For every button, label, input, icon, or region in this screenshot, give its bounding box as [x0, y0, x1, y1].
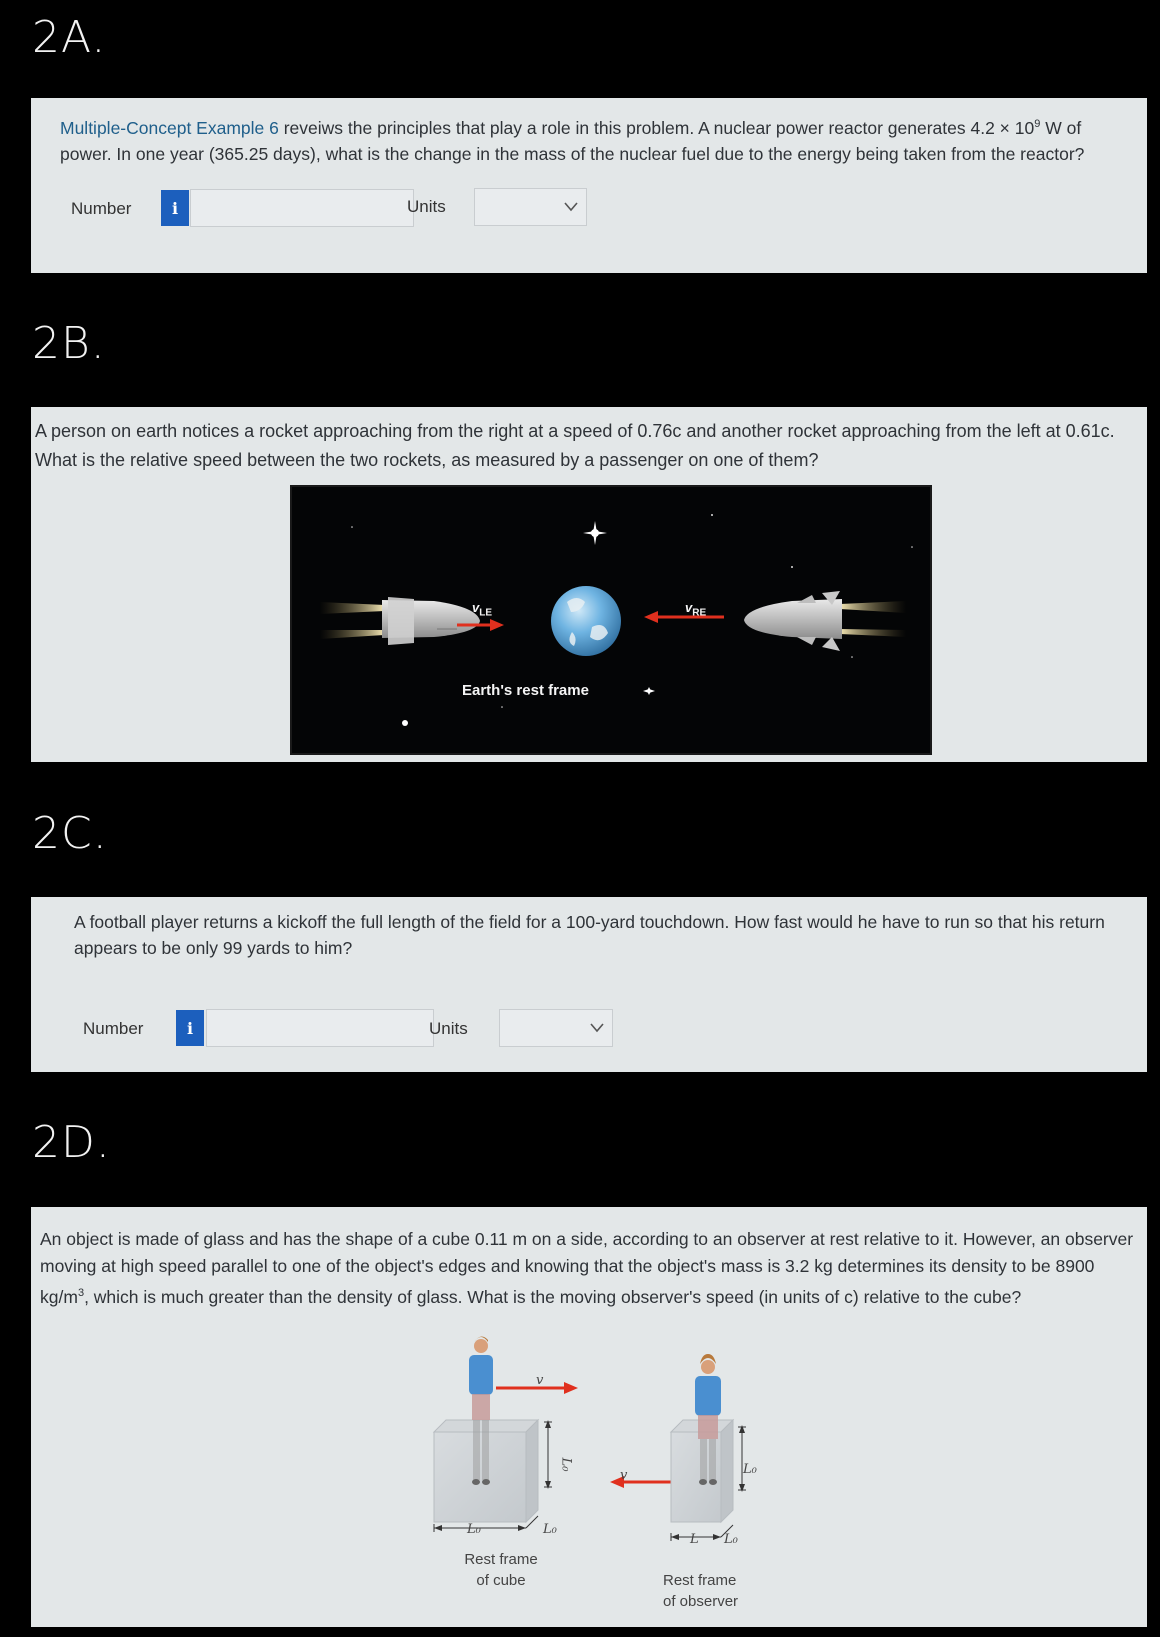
number-input[interactable] [206, 1009, 434, 1047]
question-2a-card [31, 98, 1147, 273]
l0-depth-label-right: L₀ [724, 1532, 738, 1547]
question-2d-exponent: 3 [77, 1287, 85, 1299]
earth-rest-frame-caption: Earth's rest frame [462, 682, 589, 699]
number-label: Number [83, 1019, 144, 1038]
info-button[interactable]: i [176, 1010, 204, 1046]
units-label: Units [429, 1019, 468, 1038]
units-select[interactable] [474, 188, 587, 226]
earth-globe [551, 586, 621, 656]
l0-vertical-label-left: L₀ [558, 1457, 574, 1472]
question-2b-card [31, 407, 1147, 762]
section-2b-heading: 2B. [32, 318, 106, 369]
l-horizontal-label-right: L [690, 1532, 699, 1547]
l0-horizontal-label-left: L₀ [467, 1522, 481, 1537]
v-re-label: $v_{RE}$ [685, 600, 707, 619]
question-2d-text [40, 1226, 1145, 1311]
question-2d-part1: An object is made of glass and has the shape of a cube 0.11 m on a side, according to an observer at rest relative to it. However, an observer moving at high speed parallel to one of the object's edges and knowing that the object's mass is 3.2 kg determines its density to be 8900 kg/m [40, 1229, 1134, 1307]
rest-frame-observer-caption: Rest frame of observer [663, 1572, 739, 1610]
question-2d-card [31, 1207, 1147, 1627]
section-2a-heading: 2A. [32, 12, 107, 63]
question-2c-text: A football player returns a kickoff the full length of the field for a 100-yard touchdown. How fast would he have to run so that his return appears to be only 99 yards to him? [74, 912, 1105, 958]
v-label-top: v [536, 1373, 544, 1388]
multiple-concept-example-link[interactable]: Multiple-Concept Example 6 [60, 117, 279, 138]
question-2c-card [31, 897, 1147, 1072]
question-2b-text: A person on earth notices a rocket approaching from the right at a speed of 0.76c and another rocket approaching from the left at 0.61c. What is the relative speed between the two rockets, as measured by a passenger on one of them? [35, 421, 1115, 470]
question-2d-part2: , which is much greater than the density of glass. What is the moving observer's speed (in units of c) relative to the cube? [84, 1286, 1022, 1307]
rockets-figure [290, 485, 932, 755]
section-2c-heading: 2C. [32, 808, 108, 859]
section-2d-heading: 2D. [32, 1117, 111, 1168]
l0-depth-label-left: L₀ [543, 1522, 557, 1537]
v-label-bottom: v [620, 1468, 628, 1483]
rest-frame-cube-caption: Rest frame of cube [464, 1551, 538, 1589]
question-2a-exponent: 9 [1034, 118, 1041, 130]
info-button[interactable]: i [161, 190, 189, 226]
chevron-down-icon [590, 1023, 604, 1033]
question-2a-text [60, 111, 1120, 167]
space-background [292, 487, 932, 755]
question-2a-part2: W of power. In one year (365.25 days), what is the change in the mass of the nuclear fuel due to the energy being taken from the reactor? [60, 117, 1085, 164]
units-label: Units [407, 197, 446, 216]
chevron-down-icon [564, 202, 578, 212]
l0-vertical-label-right: L₀ [743, 1462, 757, 1477]
left-rocket [320, 597, 480, 645]
number-label: Number [71, 199, 132, 218]
bright-star [583, 521, 607, 545]
number-input[interactable] [190, 189, 414, 227]
units-select[interactable] [499, 1009, 613, 1047]
v-le-label: $v_{LE}$ [472, 600, 493, 619]
right-rocket [744, 591, 906, 651]
question-2a-part1: reveiws the principles that play a role in this problem. A nuclear power reactor generates 4.2 × 10 [278, 117, 1035, 138]
